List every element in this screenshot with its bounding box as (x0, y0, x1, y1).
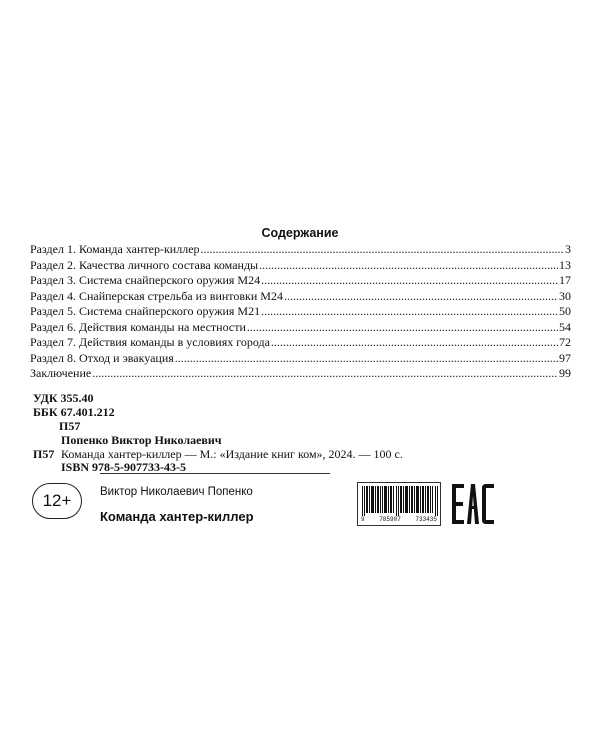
toc-entry-label: Раздел 8. Отход и эвакуация (30, 350, 174, 365)
toc-entry (30, 335, 571, 351)
toc-leader-dots (175, 351, 558, 367)
barcode-digit-group: 785907 (379, 516, 401, 523)
imprint-author: Попенко Виктор Николаевич (61, 433, 222, 447)
toc-leader-dots (271, 335, 558, 351)
toc-entry-page: 13 (559, 257, 571, 272)
toc-entry (30, 242, 571, 258)
toc-entry (30, 273, 571, 289)
barcode-digit-group: 733435 (415, 516, 437, 523)
toc-entry (30, 366, 571, 382)
toc-entry-label: Раздел 4. Снайперская стрельба из винтовки М24 (30, 288, 283, 303)
toc-entry-label: Раздел 1. Команда хантер-киллер (30, 242, 200, 256)
toc-entry-page: 30 (559, 288, 571, 303)
toc-title: Содержание (261, 226, 339, 240)
udk-code: УДК 355.40 (33, 391, 94, 405)
toc-leader-dots (92, 366, 558, 382)
toc-leader-dots (261, 273, 558, 289)
toc-leader-dots (259, 258, 558, 274)
barcode (357, 482, 441, 526)
separator-line (100, 473, 330, 474)
imprint-index: П57 (33, 446, 55, 461)
barcode-digit-group: 9 (361, 516, 365, 523)
toc-entry-page: 3 (565, 242, 571, 256)
toc-entry (30, 320, 571, 336)
toc-entry (30, 289, 571, 305)
toc-entry-page: 97 (559, 350, 571, 365)
toc-entry-label: Раздел 5. Система снайперского оружия М21 (30, 304, 261, 318)
cover-book-title: Команда хантер-киллер (100, 509, 254, 524)
toc-entry-page: 17 (559, 273, 571, 287)
imprint-description: Команда хантер-киллер — М.: «Издание книг ком», 2024. — 100 с. (61, 446, 403, 461)
toc-leader-dots (247, 320, 558, 336)
toc-entry-label: Раздел 2. Качества личного состава команды (30, 257, 259, 272)
toc-entry-page: 50 (559, 304, 571, 318)
toc-entry-label: Раздел 3. Система снайперского оружия М24 (30, 273, 261, 287)
eac-mark-icon (452, 482, 496, 526)
toc-leader-dots (201, 242, 564, 258)
barcode-digits (361, 516, 437, 523)
toc-entry-label: Раздел 6. Действия команды на местности (30, 319, 246, 334)
cover-author: Виктор Николаевич Попенко (100, 486, 253, 498)
toc-leader-dots (284, 289, 558, 305)
toc-entry (30, 258, 571, 274)
bbk-code: ББК 67.401.212 (33, 405, 115, 419)
toc-entry-label: Заключение (30, 366, 92, 380)
catalog-code: П57 (59, 419, 81, 433)
toc-leader-dots (261, 304, 558, 320)
imprint-block (33, 434, 573, 475)
age-rating-badge: 12+ (32, 483, 82, 519)
table-of-contents (30, 242, 571, 382)
toc-entry-page: 99 (559, 366, 571, 380)
toc-entry (30, 304, 571, 320)
barcode-bars (362, 486, 438, 516)
toc-entry-label: Раздел 7. Действия команды в условиях города (30, 335, 270, 349)
toc-entry-page: 72 (559, 335, 571, 349)
imprint-isbn: ISBN 978-5-907733-43-5 (61, 460, 186, 474)
toc-entry (30, 351, 571, 367)
toc-entry-page: 54 (559, 319, 571, 334)
